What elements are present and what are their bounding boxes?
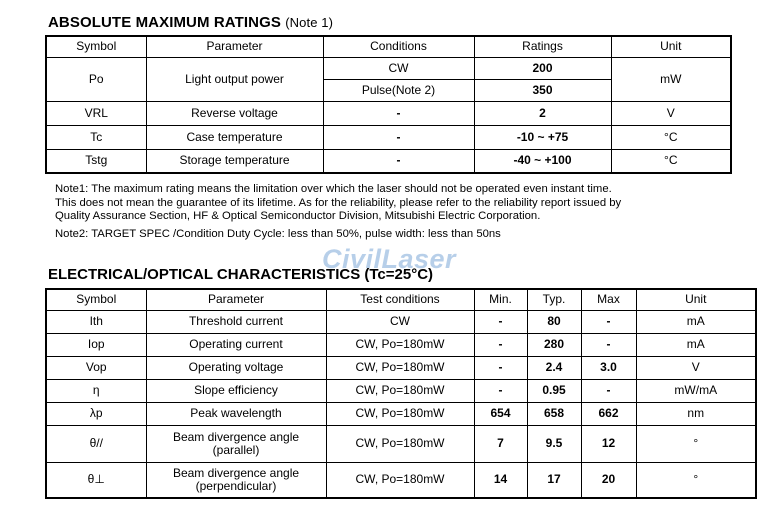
column-header: Max	[581, 289, 636, 310]
parameter-cell: Storage temperature	[146, 149, 323, 173]
rating-cell: -10 ~ +75	[474, 125, 611, 149]
table-row	[46, 462, 756, 498]
min-cell: -	[474, 356, 527, 379]
unit-cell: mW/mA	[636, 379, 756, 402]
symbol-cell: Tstg	[46, 149, 146, 173]
rating-cell: 200	[474, 57, 611, 79]
conditions-cell: Pulse(Note 2)	[323, 79, 474, 101]
absolute-max-ratings-title	[48, 14, 333, 31]
conditions-cell: -	[323, 125, 474, 149]
column-header: Unit	[611, 36, 731, 57]
min-cell: 654	[474, 402, 527, 425]
symbol-cell: Po	[46, 57, 146, 101]
max-cell: -	[581, 310, 636, 333]
parameter-cell: Slope efficiency	[146, 379, 326, 402]
unit-cell: °	[636, 462, 756, 498]
note1-line: This does not mean the guarantee of its lifetime. As for the reliability, please refer to the reliability report issued by	[55, 196, 622, 209]
max-cell: 12	[581, 425, 636, 462]
typ-cell: 17	[527, 462, 581, 498]
unit-cell: V	[611, 101, 731, 125]
parameter-cell: Light output power	[146, 57, 323, 101]
parameter-line: Beam divergence angle	[172, 465, 300, 480]
note2-line: Note2: TARGET SPEC /Condition Duty Cycle: less than 50%, pulse width: less than 50ns	[55, 227, 501, 240]
column-header: Test conditions	[326, 289, 474, 310]
column-header: Unit	[636, 289, 756, 310]
unit-cell: °C	[611, 125, 731, 149]
min-cell: -	[474, 310, 527, 333]
conditions-cell: -	[323, 101, 474, 125]
symbol-cell: θ//	[46, 425, 146, 462]
conditions-cell: CW, Po=180mW	[326, 379, 474, 402]
min-cell: -	[474, 333, 527, 356]
parameter-line: (parallel)	[212, 442, 260, 457]
parameter-cell: Operating voltage	[146, 356, 326, 379]
conditions-cell: CW, Po=180mW	[326, 356, 474, 379]
notes-block	[55, 183, 735, 241]
table-row	[46, 101, 731, 125]
typ-cell: 280	[527, 333, 581, 356]
column-header: Symbol	[46, 289, 146, 310]
unit-cell: °	[636, 425, 756, 462]
unit-cell: °C	[611, 149, 731, 173]
column-header: Conditions	[323, 36, 474, 57]
table-row	[46, 425, 756, 462]
max-cell: 3.0	[581, 356, 636, 379]
symbol-cell: Tc	[46, 125, 146, 149]
note1-line: Note1: The maximum rating means the limitation over which the laser should not be operated even instant time.	[55, 183, 612, 195]
typ-cell: 2.4	[527, 356, 581, 379]
unit-cell: mA	[636, 310, 756, 333]
max-cell: -	[581, 379, 636, 402]
parameter-cell: Operating current	[146, 333, 326, 356]
column-header: Parameter	[146, 36, 323, 57]
min-cell: -	[474, 379, 527, 402]
table-row	[46, 310, 756, 333]
unit-cell: nm	[636, 402, 756, 425]
parameter-cell	[146, 462, 326, 498]
absolute-max-ratings-table	[45, 35, 732, 174]
column-header: Min.	[474, 289, 527, 310]
column-header: Typ.	[527, 289, 581, 310]
typ-cell: 80	[527, 310, 581, 333]
parameter-cell: Reverse voltage	[146, 101, 323, 125]
max-cell: -	[581, 333, 636, 356]
typ-cell: 0.95	[527, 379, 581, 402]
conditions-cell: CW, Po=180mW	[326, 425, 474, 462]
parameter-cell: Threshold current	[146, 310, 326, 333]
symbol-cell: λp	[46, 402, 146, 425]
typ-cell: 658	[527, 402, 581, 425]
table-row	[46, 356, 756, 379]
symbol-cell: θ⊥	[46, 462, 146, 498]
rating-cell: -40 ~ +100	[474, 149, 611, 173]
min-cell: 7	[474, 425, 527, 462]
column-header: Symbol	[46, 36, 146, 57]
parameter-line: Beam divergence angle	[172, 429, 300, 444]
symbol-cell: VRL	[46, 101, 146, 125]
electrical-optical-table	[45, 288, 757, 499]
table-header-row	[46, 289, 756, 310]
conditions-cell: CW, Po=180mW	[326, 462, 474, 498]
table-row	[46, 125, 731, 149]
max-cell: 662	[581, 402, 636, 425]
table-row	[46, 402, 756, 425]
note1-line: Quality Assurance Section, HF & Optical Semiconductor Division, Mitsubishi Electric Corporation.	[55, 210, 541, 222]
table-row	[46, 57, 731, 79]
conditions-cell: CW, Po=180mW	[326, 402, 474, 425]
conditions-cell: CW	[326, 310, 474, 333]
symbol-cell: Iop	[46, 333, 146, 356]
typ-cell: 9.5	[527, 425, 581, 462]
parameter-cell: Peak wavelength	[146, 402, 326, 425]
electrical-optical-title: ELECTRICAL/OPTICAL CHARACTERISTICS (Tc=25°C)	[48, 266, 434, 283]
parameter-cell	[146, 425, 326, 462]
conditions-cell: -	[323, 149, 474, 173]
section1-title-note: (Note 1)	[285, 15, 333, 30]
section1-title-text: ABSOLUTE MAXIMUM RATINGS	[48, 14, 281, 31]
unit-cell: V	[636, 356, 756, 379]
symbol-cell: Ith	[46, 310, 146, 333]
max-cell: 20	[581, 462, 636, 498]
table-row	[46, 379, 756, 402]
watermark-logo: CivilLaser	[322, 244, 457, 274]
column-header: Parameter	[146, 289, 326, 310]
symbol-cell: Vop	[46, 356, 146, 379]
conditions-cell: CW	[323, 57, 474, 79]
table-row	[46, 149, 731, 173]
table-row	[46, 333, 756, 356]
unit-cell: mW	[611, 57, 731, 101]
column-header: Ratings	[474, 36, 611, 57]
symbol-cell: η	[46, 379, 146, 402]
unit-cell: mA	[636, 333, 756, 356]
rating-cell: 350	[474, 79, 611, 101]
min-cell: 14	[474, 462, 527, 498]
rating-cell: 2	[474, 101, 611, 125]
table-header-row	[46, 36, 731, 57]
parameter-cell: Case temperature	[146, 125, 323, 149]
conditions-cell: CW, Po=180mW	[326, 333, 474, 356]
parameter-line: (perpendicular)	[195, 478, 277, 493]
